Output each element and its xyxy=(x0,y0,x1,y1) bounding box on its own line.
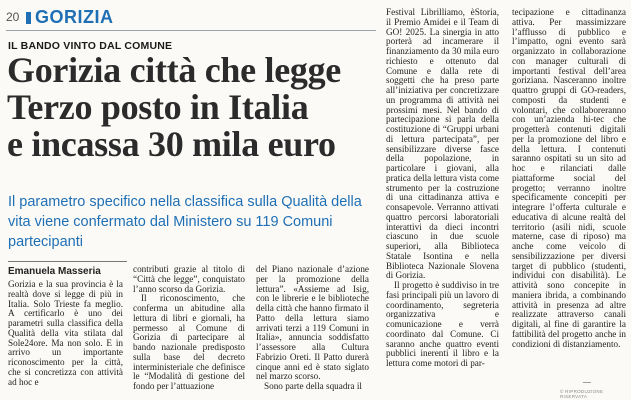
paragraph: Gorizia e la sua provincia è la realtà dove si legge di più in Italia. Solo Trieste fa meglio. A certificarlo è uno dei parametri sulla classifica della Qualità della vita stilata dal Sole24ore. Ma non solo. E in arrivo un importante riconoscimento per la città, che si concretizza con attività ad hoc e xyxy=(8,279,123,387)
headline-line-3: e incassa 30 mila euro xyxy=(7,124,336,164)
section-color-bar xyxy=(26,12,31,24)
article-column-4 xyxy=(386,8,499,369)
copyright-notice: © RIPRODUZIONE RISERVATA xyxy=(560,389,604,399)
paragraph: contributi grazie al titolo di “Città che legge”, conquistato l’anno scorso da Gorizia. xyxy=(133,264,245,294)
article-byline: Emanuela Masseria xyxy=(8,266,101,277)
article-kicker: IL BANDO VINTO DAL COMUNE xyxy=(8,40,173,52)
paragraph: Festival Librilliamo, èStoria, il Premio Amidei e il Team di GO! 2025. La sinergia in atto porterà ad incamerare il finanziamento da 30 mila euro richiesto e ottenuto dal Comune e dalla rete di soggetti che ha preso parte all’iniziativa per concretizzare un programma di attività nei prossimi mesi. Nel bando di partecipazione si parla della costituzione di “Gruppi urbani di lettura partecipata”, per sensibilizzare diverse fasce della popolazione, in particolare i giovani, alla pratica della lettura vista come strumento per la costruzione di una cittadinanza attiva e consapevole. Verranno attivati quattro percorsi laboratoriali interattivi da dieci incontri ciascuno in due scuole superiori, alla Biblioteca Statale Isontina e nella Biblioteca Nazionale Slovena di Gorizia. xyxy=(386,7,499,281)
headline-line-2: Terzo posto in Italia xyxy=(7,87,309,127)
byline-divider xyxy=(8,261,127,262)
article-column-1 xyxy=(8,280,123,387)
section-title: GORIZIA xyxy=(35,7,114,27)
paragraph: Il riconoscimento, che conferma un abitudine alla lettura di libri e giornali, ha permesso al Comune di Gorizia di partecipare al bando nazionale predisposto sulla base del decreto interministeriale che definisce le “Modalità di gestione del fondo per l’attuazione xyxy=(133,293,245,391)
page-number: 20 xyxy=(6,10,20,24)
paragraph: Sono parte della squadra il xyxy=(264,381,362,391)
article-headline xyxy=(7,52,377,163)
article-column-5 xyxy=(512,8,626,349)
paragraph: del Piano nazionale d’azione per la promozione della lettura”. «Assieme ad Isig, con le librerie e le biblioteche della città che hanno firmato il Patto della lettura siamo arrivati terzi a 119 Comuni in Italia», annuncia soddisfatto l’assessore alla Cultura Fabrizio Oreti. Il Patto durerà cinque anni ed è stato siglato nel marzo scorso. xyxy=(256,264,369,382)
article-column-2 xyxy=(133,265,245,392)
article-end-mark: — xyxy=(583,377,591,386)
paragraph: tecipazione e cittadinanza attiva. Per massimizzare l’afflusso di pubblico e l’impatto, ogni evento sarà organizzato in collaborazione con manager culturali di importanti festival dell’area goriziana. Nasceranno inoltre quattro gruppi di GO-readers, composti da studenti e volontari, che collaboreranno con un’azienda hi-tec che progetterà contenuti digitali per la promozione del libro e della lettura. I contenuti saranno ospitati su un sito ad hoc e rilanciati dalle piattaforme social del progetto; verranno inoltre specificamente concepiti per integrare l’offerta culturale e educativa di alcune realtà del territorio (asili nidi, scuole materne, case di riposo) ma anche come veicolo di sensibilizzazione per diversi target di pubblico (studenti, individui con disabilità). Le attività sono concepite in maniera ibrida, a combinando attività in presenza ad altre realizzate attraverso canali digitali, al fine di garantire la fattibilità del progetto anche in condizioni di distanziamento. xyxy=(512,7,626,349)
headline-line-1: Gorizia città che legge xyxy=(7,50,341,90)
header-divider xyxy=(6,30,376,31)
paragraph: Il progetto è suddiviso in tre fasi principali più un lavoro di coordinamento, segreteria organizzativa e comunicazione e verrà coordinato dal Comune. Ci saranno anche quattro eventi pubblici inerenti il libro e la lettura come motori di par- xyxy=(386,280,499,368)
article-column-3 xyxy=(256,265,369,392)
article-subtitle: Il parametro specifico nella classifica sulla Qualità della vita viene confermato dal Ministero su 119 Comuni partecipanti xyxy=(8,194,362,250)
